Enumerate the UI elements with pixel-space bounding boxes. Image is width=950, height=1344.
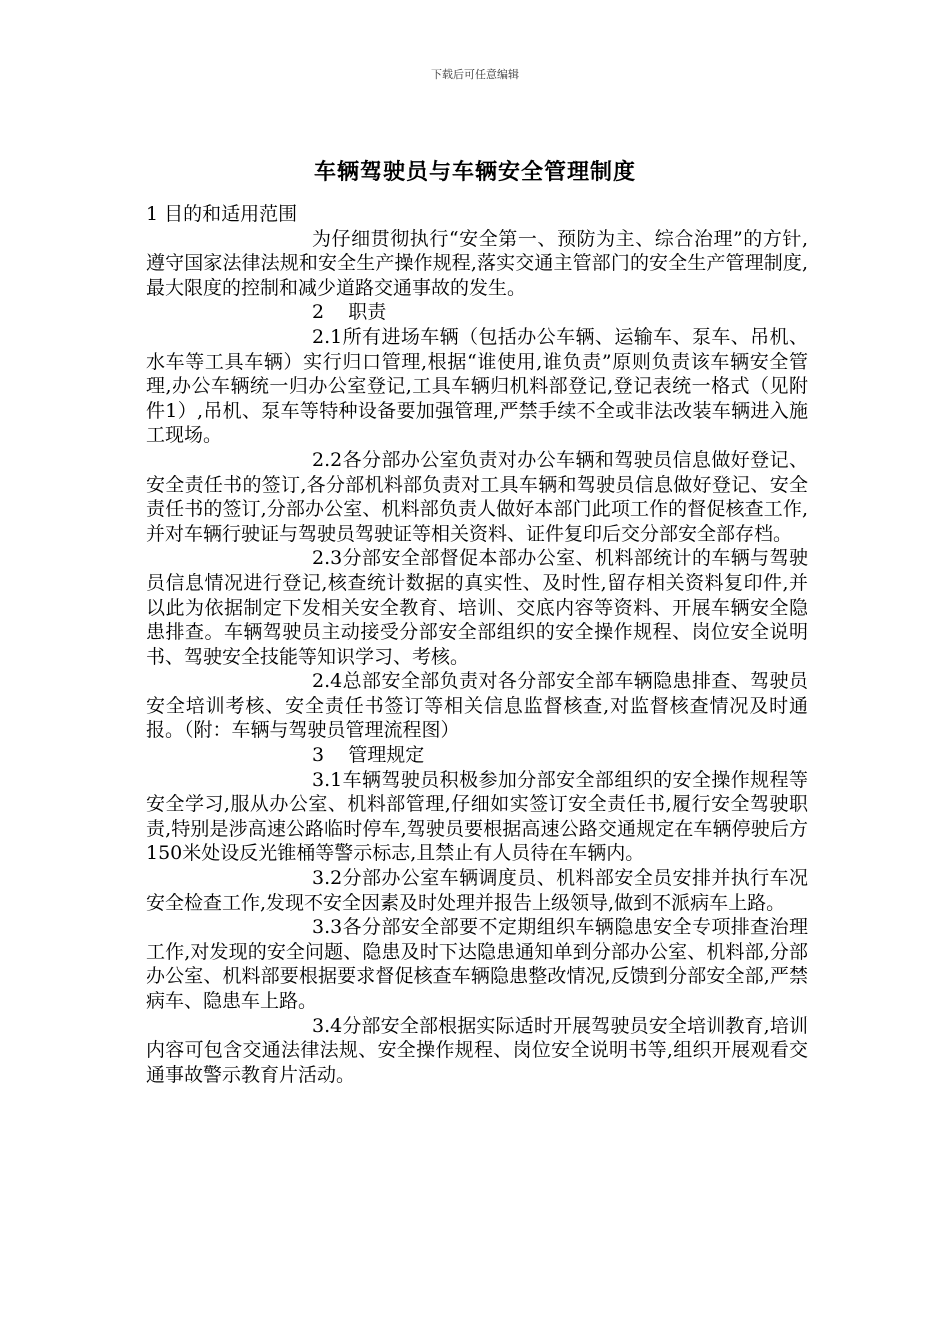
- paragraph-3-2: 3.2分部办公室车辆调度员、机料部安全员安排并执行车况安全检查工作,发现不安全因素及时处理并报告上级领导,做到不派病车上路。: [146, 867, 808, 914]
- paragraph-2-1: 2.1所有进场车辆（包括办公车辆、运输车、泵车、吊机、水车等工具车辆）实行归口管理,根据“谁使用,谁负责”原则负责该车辆安全管理,办公车辆统一归办公室登记,工具车辆归机料部登记,登记表统一格式（见附件1）,吊机、泵车等特种设备要加强管理,严禁手续不全或非法改装车辆进入施工现场。: [146, 325, 808, 447]
- paragraph-3-4: 3.4分部安全部根据实际适时开展驾驶员安全培训教育,培训内容可包含交通法律法规、安全操作规程、岗位安全说明书等,组织开展观看交通事故警示教育片活动。: [146, 1014, 808, 1086]
- paragraph-2-2: 2.2各分部办公室负责对办公车辆和驾驶员信息做好登记、安全责任书的签订,各分部机料部负责对工具车辆和驾驶员信息做好登记、安全责任书的签订,分部办公室、机料部负责人做好本部门此项工作的督促核查工作,并对车辆行驶证与驾驶员驾驶证等相关资料、证件复印后交分部安全部存档。: [146, 448, 808, 545]
- paragraph-3-3: 3.3各分部安全部要不定期组织车辆隐患安全专项排查治理工作,对发现的安全问题、隐患及时下达隐患通知单到分部办公室、机料部,分部办公室、机料部要根据要求督促核查车辆隐患整改情况,反馈到分部安全部,严禁病车、隐患车上路。: [146, 916, 808, 1012]
- document-body: [146, 202, 808, 1087]
- section-1-heading: 1 目的和适用范围: [146, 203, 298, 225]
- section-2-heading: 2 职责: [312, 301, 387, 324]
- section-1-paragraph: 为仔细贯彻执行“安全第一、预防为主、综合治理”的方针,遵守国家法律法规和安全生产操作规程,落实交通主管部门的安全生产管理制度,最大限度的控制和减少道路交通事故的发生。: [146, 227, 808, 299]
- header-note: 下载后可任意编辑: [431, 68, 519, 81]
- section-3-heading: 3 管理规定: [312, 744, 425, 767]
- paragraph-3-1: 3.1车辆驾驶员积极参加分部安全部组织的安全操作规程等安全学习,服从办公室、机料部管理,仔细如实签订安全责任书,履行安全驾驶职责,特别是涉高速公路临时停车,驾驶员要根据高速公路交通规定在车辆停驶后方150米处设反光锥桶等警示标志,且禁止有人员待在车辆内。: [146, 768, 808, 865]
- paragraph-2-3: 2.3分部安全部督促本部办公室、机料部统计的车辆与驾驶员信息情况进行登记,核查统计数据的真实性、及时性,留存相关资料复印件,并以此为依据制定下发相关安全教育、培训、交底内容等资料、开展车辆安全隐患排查。车辆驾驶员主动接受分部安全部组织的安全操作规程、岗位安全说明书、驾驶安全技能等知识学习、考核。: [146, 547, 808, 668]
- paragraph-2-4: 2.4总部安全部负责对各分部安全部车辆隐患排查、驾驶员安全培训考核、安全责任书签订等相关信息监督核查,对监督核查情况及时通报。（附：车辆与驾驶员管理流程图）: [146, 670, 808, 742]
- document-title: 车辆驾驶员与车辆安全管理制度: [313, 160, 636, 185]
